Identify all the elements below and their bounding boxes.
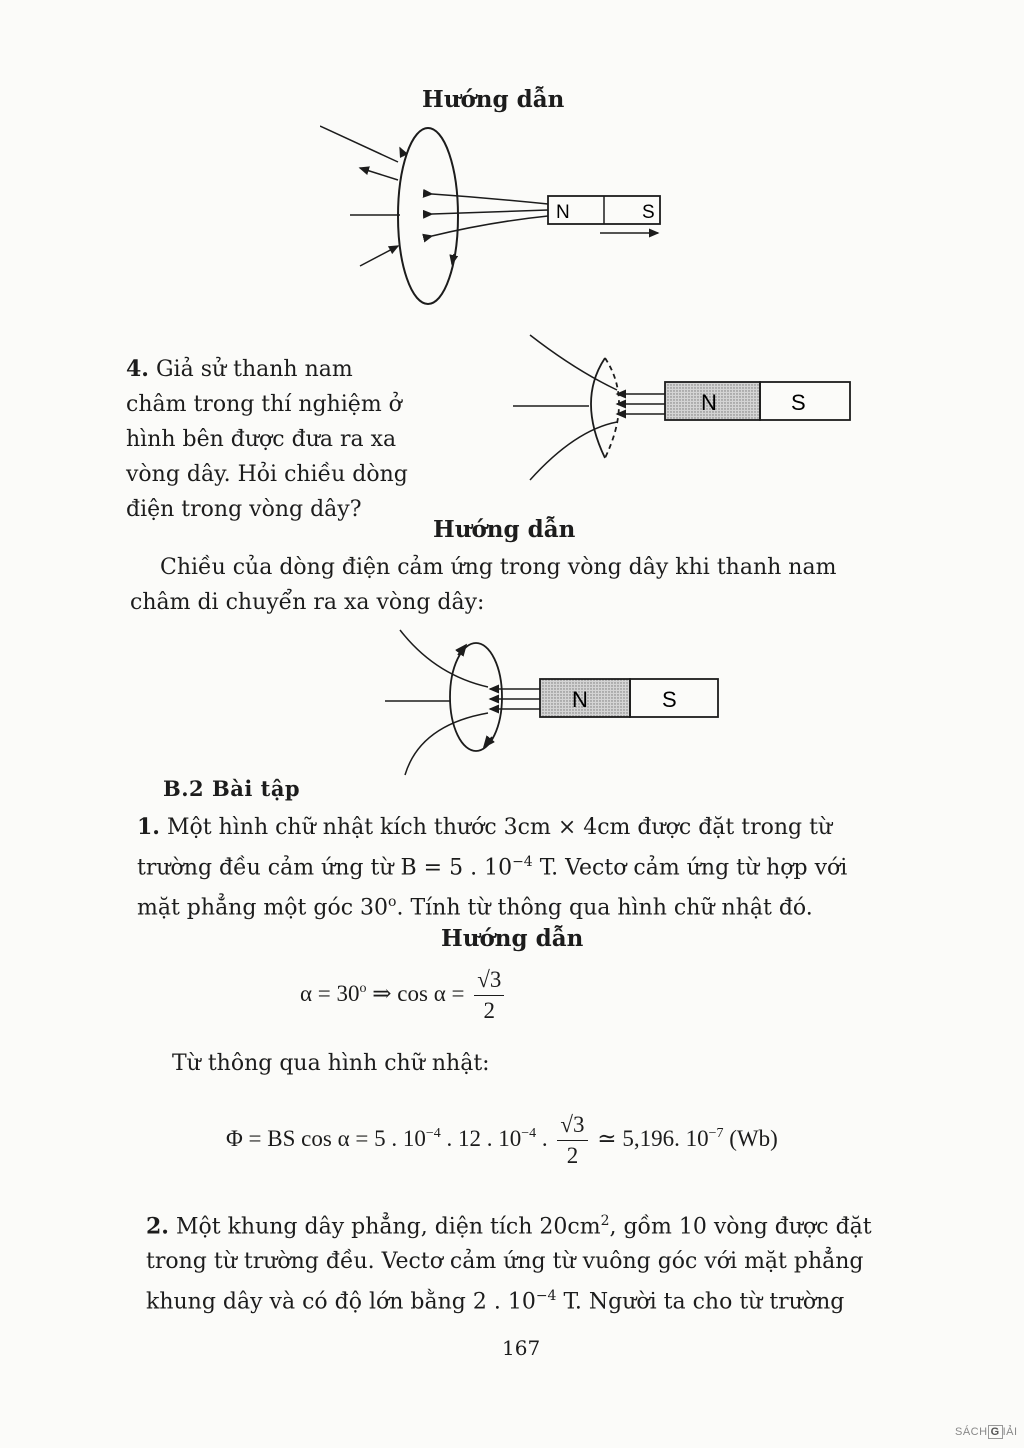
formula-2-a: Φ = BS cos α = 5 . 10 bbox=[226, 1125, 426, 1151]
exercise-2 bbox=[146, 1204, 872, 1320]
guide-heading-q4: Hướng dẫn bbox=[433, 516, 576, 543]
exercise-1-number: 1. bbox=[137, 814, 160, 840]
exercise-1-line-2b: B = 5 . 10 bbox=[400, 855, 513, 881]
fraction-sqrt3-over-2-b bbox=[557, 1112, 587, 1169]
exercise-2-line-3b: T. Người ta cho từ trường bbox=[563, 1289, 845, 1315]
magnet-s-label-2: S bbox=[791, 390, 806, 415]
formula-2-e: (Wb) bbox=[729, 1125, 778, 1151]
answer-4-line-1: Chiều của dòng điện cảm ứng trong vòng dây khi thanh nam bbox=[160, 555, 837, 580]
exercise-1-line-2c: T. Vectơ cảm ứng từ hợp với bbox=[539, 855, 848, 881]
exercise-1-line-2a: trường đều cảm ứng từ bbox=[137, 855, 394, 881]
footer-brand-box: G bbox=[988, 1425, 1003, 1439]
exercise-2-line-3-exp: −4 bbox=[535, 1288, 557, 1305]
page-number: 167 bbox=[502, 1336, 541, 1360]
fraction-denominator: 2 bbox=[483, 998, 496, 1023]
footer-brand-logo bbox=[955, 1426, 1018, 1438]
formula-2-d: ≃ 5,196. 10 bbox=[597, 1125, 709, 1151]
fraction-denominator-b: 2 bbox=[566, 1143, 579, 1168]
answer-4 bbox=[130, 550, 836, 620]
fraction-numerator: √3 bbox=[474, 967, 504, 996]
formula-flux bbox=[226, 1112, 778, 1169]
formula-2-c: . bbox=[541, 1125, 548, 1151]
question-4 bbox=[126, 352, 436, 527]
exercise-1 bbox=[137, 810, 847, 926]
guide-heading-ex1: Hướng dẫn bbox=[441, 925, 584, 952]
exercise-2-line-3a: khung dây và có độ lớn bằng 2 . 10 bbox=[146, 1289, 536, 1315]
formula-2-e2: −4 bbox=[521, 1126, 537, 1142]
question-4-line-2: châm trong thí nghiệm ở bbox=[126, 392, 402, 417]
magnet-n-label-3: N bbox=[572, 687, 588, 712]
magnet-n-label-2: N bbox=[701, 390, 717, 415]
flux-label: Từ thông qua hình chữ nhật: bbox=[172, 1051, 490, 1076]
formula-1-lhs-b: ⇒ cos α = bbox=[372, 980, 465, 1006]
exercise-1-line-2-exp: −4 bbox=[512, 854, 533, 870]
exercise-1-line-1: Một hình chữ nhật kích thước 3cm × 4cm được đặt trong từ bbox=[166, 815, 833, 840]
figure-coil-magnet-1 bbox=[320, 118, 680, 318]
magnet-n-label-1: N bbox=[556, 202, 570, 223]
formula-2-e3: −7 bbox=[708, 1126, 724, 1142]
question-4-number: 4. bbox=[126, 356, 149, 382]
exercise-2-line-1-sup: 2 bbox=[600, 1213, 610, 1229]
section-title: B.2 Bài tập bbox=[163, 776, 301, 801]
question-4-line-3: hình bên được đưa ra xa bbox=[126, 427, 397, 452]
formula-angle bbox=[300, 967, 508, 1024]
exercise-2-number: 2. bbox=[146, 1213, 169, 1240]
question-4-line-5: điện trong vòng dây? bbox=[126, 497, 362, 522]
exercise-2-line-2: trong từ trường đều. Vectơ cảm ứng từ vuông góc với mặt phẳng bbox=[146, 1249, 864, 1275]
exercise-1-line-3b: . Tính từ thông qua hình chữ nhật đó. bbox=[396, 895, 813, 921]
formula-1-deg: o bbox=[359, 981, 367, 997]
exercise-2-line-1b: , gồm 10 vòng được đặt bbox=[609, 1214, 872, 1240]
magnet-s-label-1: S bbox=[642, 202, 655, 223]
figure-coil-magnet-2 bbox=[505, 330, 855, 500]
footer-brand-a: SÁCH bbox=[955, 1426, 988, 1438]
formula-2-b: . 12 . 10 bbox=[446, 1125, 522, 1151]
exercise-2-line-1a: Một khung dây phẳng, diện tích 20cm bbox=[175, 1214, 601, 1240]
question-4-line-4: vòng dây. Hỏi chiều dòng bbox=[126, 462, 408, 487]
figure-coil-magnet-3 bbox=[380, 625, 730, 785]
exercise-1-line-3a: mặt phẳng một góc 30 bbox=[137, 895, 389, 921]
formula-2-e1: −4 bbox=[425, 1126, 441, 1142]
fraction-sqrt3-over-2 bbox=[474, 967, 504, 1024]
exercise-1-line-3-deg: o bbox=[388, 894, 397, 911]
footer-brand-b: IẢI bbox=[1002, 1426, 1018, 1438]
answer-4-line-2: châm di chuyển ra xa vòng dây: bbox=[130, 590, 485, 615]
magnet-s-label-3: S bbox=[662, 687, 677, 712]
question-4-line-1: Giả sử thanh nam bbox=[155, 357, 353, 382]
guide-heading: Hướng dẫn bbox=[422, 86, 565, 113]
fraction-numerator-b: √3 bbox=[557, 1112, 587, 1141]
formula-1-lhs-a: α = 30 bbox=[300, 980, 360, 1006]
